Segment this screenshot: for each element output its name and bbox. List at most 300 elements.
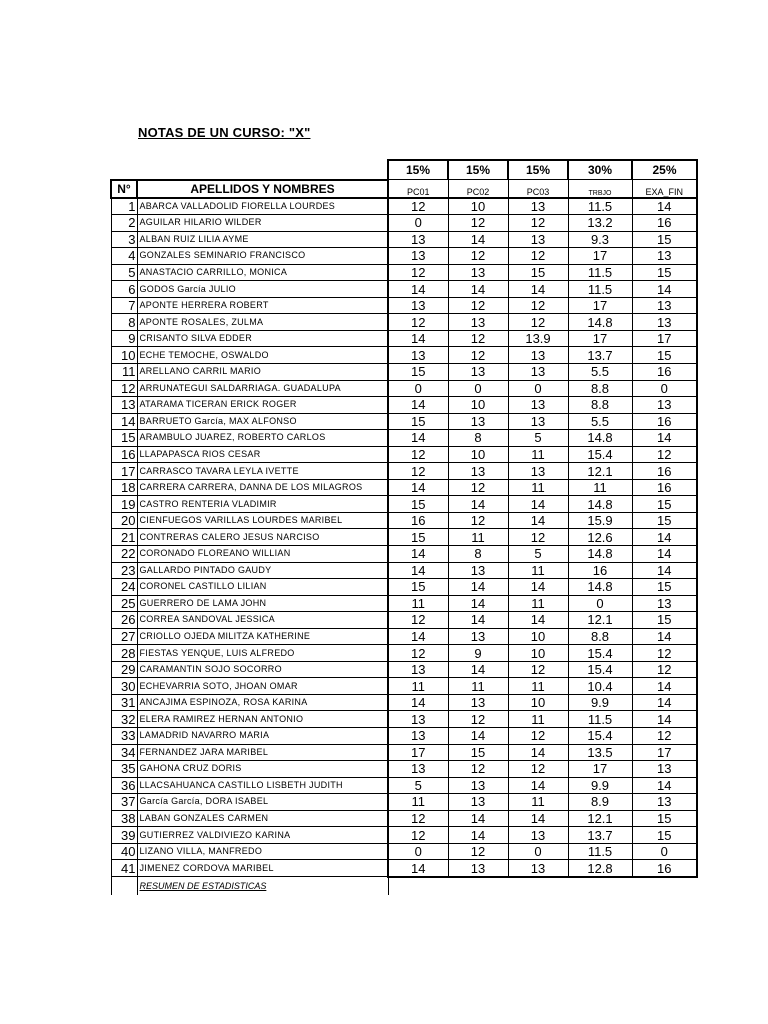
student-name: GAHONA CRUZ DORIS: [137, 761, 388, 778]
student-name: LIZANO VILLA, MANFREDO: [137, 843, 388, 860]
student-number: 23: [111, 562, 137, 579]
student-name: GALLARDO PINTADO GAUDY: [137, 562, 388, 579]
grade-pc03: 15: [508, 264, 568, 281]
student-name: ARELLANO CARRIL MARIO: [137, 363, 388, 380]
grade-pc01: 13: [388, 661, 448, 678]
student-name: ANASTACIO CARRILLO, MONICA: [137, 264, 388, 281]
grade-pc03: 13: [508, 198, 568, 215]
table-row: [111, 562, 697, 579]
grade-trbjo: 15.4: [568, 446, 632, 463]
student-number: 37: [111, 794, 137, 811]
grade-pc03: 12: [508, 314, 568, 331]
student-name: LLACSAHUANCA CASTILLO LISBETH JUDITH: [137, 777, 388, 794]
grade-exa-fin: 15: [632, 231, 697, 248]
grade-trbjo: 15.4: [568, 645, 632, 662]
student-number: 3: [111, 231, 137, 248]
student-name: ARRUNATEGUI SALDARRIAGA. GUADALUPA: [137, 380, 388, 397]
grade-trbjo: 12.6: [568, 529, 632, 546]
grade-trbjo: 11.5: [568, 264, 632, 281]
header-row: [111, 180, 697, 198]
grade-pc02: 13: [448, 628, 508, 645]
student-name: CARRERA CARRERA, DANNA DE LOS MILAGROS: [137, 479, 388, 496]
grade-pc02: 14: [448, 810, 508, 827]
grade-pc03: 11: [508, 446, 568, 463]
grade-exa-fin: 0: [632, 380, 697, 397]
student-number: 9: [111, 330, 137, 347]
student-name: ATARAMA TICERAN ERICK ROGER: [137, 397, 388, 414]
grade-pc01: 14: [388, 397, 448, 414]
student-name: ECHEVARRIA SOTO, JHOAN OMAR: [137, 678, 388, 695]
table-row: [111, 545, 697, 562]
grade-pc03: 14: [508, 612, 568, 629]
grade-pc03: 10: [508, 628, 568, 645]
table-row: [111, 612, 697, 629]
student-number: 29: [111, 661, 137, 678]
grade-pc03: 11: [508, 595, 568, 612]
grade-exa-fin: 12: [632, 728, 697, 745]
grade-pc01: 14: [388, 628, 448, 645]
grade-trbjo: 13.7: [568, 827, 632, 844]
summary-label: RESUMEN DE ESTADISTICAS: [137, 877, 388, 896]
student-name: BARRUETO García, MAX ALFONSO: [137, 413, 388, 430]
grade-exa-fin: 13: [632, 248, 697, 265]
grade-exa-fin: 13: [632, 397, 697, 414]
grade-pc03: 13: [508, 231, 568, 248]
grade-pc03: 10: [508, 694, 568, 711]
grade-trbjo: 0: [568, 595, 632, 612]
grade-pc03: 13.9: [508, 330, 568, 347]
grade-pc02: 12: [448, 843, 508, 860]
grade-pc03: 13: [508, 397, 568, 414]
grade-pc02: 11: [448, 529, 508, 546]
grade-exa-fin: 16: [632, 215, 697, 232]
student-name: CRIOLLO OJEDA MILITZA KATHERINE: [137, 628, 388, 645]
student-number: 14: [111, 413, 137, 430]
grade-exa-fin: 14: [632, 777, 697, 794]
table-row: [111, 678, 697, 695]
grade-pc01: 13: [388, 248, 448, 265]
grade-exa-fin: 15: [632, 827, 697, 844]
grade-pc03: 12: [508, 248, 568, 265]
student-name: FERNANDEZ JARA MARIBEL: [137, 744, 388, 761]
grade-pc01: 12: [388, 446, 448, 463]
grade-exa-fin: 14: [632, 711, 697, 728]
student-name: CARRASCO TAVARA LEYLA IVETTE: [137, 463, 388, 480]
grade-pc01: 11: [388, 595, 448, 612]
grade-pc01: 12: [388, 264, 448, 281]
student-name: LAMADRID NAVARRO MARIA: [137, 728, 388, 745]
grade-pc03: 12: [508, 215, 568, 232]
grade-trbjo: 8.9: [568, 794, 632, 811]
table-row: [111, 595, 697, 612]
student-number: 6: [111, 281, 137, 298]
grade-pc02: 12: [448, 248, 508, 265]
grade-pc01: 11: [388, 678, 448, 695]
grade-pc02: 12: [448, 711, 508, 728]
grade-trbjo: 9.9: [568, 777, 632, 794]
student-number: 30: [111, 678, 137, 695]
student-name: ARAMBULO JUAREZ, ROBERTO CARLOS: [137, 430, 388, 447]
grade-exa-fin: 14: [632, 529, 697, 546]
grade-pc01: 14: [388, 545, 448, 562]
grade-pc01: 15: [388, 579, 448, 596]
grade-pc03: 12: [508, 297, 568, 314]
grade-pc02: 14: [448, 579, 508, 596]
grade-pc02: 12: [448, 761, 508, 778]
table-row: [111, 711, 697, 728]
grade-trbjo: 15.4: [568, 661, 632, 678]
grade-pc01: 15: [388, 529, 448, 546]
student-number: 32: [111, 711, 137, 728]
student-number: 11: [111, 363, 137, 380]
table-row: [111, 827, 697, 844]
table-row: [111, 413, 697, 430]
grade-exa-fin: 15: [632, 810, 697, 827]
student-number: 22: [111, 545, 137, 562]
grade-pc02: 14: [448, 661, 508, 678]
grade-pc01: 13: [388, 761, 448, 778]
student-name: LLAPAPASCA RIOS CESAR: [137, 446, 388, 463]
grade-pc01: 12: [388, 810, 448, 827]
table-row: [111, 777, 697, 794]
summary-number-cell: [111, 877, 137, 896]
grade-pc01: 13: [388, 297, 448, 314]
table-row: [111, 794, 697, 811]
table-row: [111, 330, 697, 347]
grade-trbjo: 13.7: [568, 347, 632, 364]
student-number: 41: [111, 860, 137, 877]
grade-pc01: 14: [388, 694, 448, 711]
grade-exa-fin: 13: [632, 297, 697, 314]
grade-pc02: 14: [448, 612, 508, 629]
table-row: [111, 215, 697, 232]
grade-trbjo: 12.1: [568, 463, 632, 480]
code-trbjo: TRBJO: [568, 180, 632, 198]
grade-exa-fin: 14: [632, 628, 697, 645]
student-number: 7: [111, 297, 137, 314]
header-names: APELLIDOS Y NOMBRES: [137, 180, 388, 198]
grade-pc03: 14: [508, 777, 568, 794]
student-name: JIMENEZ CORDOVA MARIBEL: [137, 860, 388, 877]
grade-pc01: 14: [388, 479, 448, 496]
grade-exa-fin: 17: [632, 330, 697, 347]
grade-pc03: 13: [508, 363, 568, 380]
student-number: 16: [111, 446, 137, 463]
grade-trbjo: 12.1: [568, 612, 632, 629]
student-number: 40: [111, 843, 137, 860]
table-row: [111, 297, 697, 314]
table-row: [111, 347, 697, 364]
grade-pc02: 12: [448, 215, 508, 232]
grade-exa-fin: 14: [632, 198, 697, 215]
grade-trbjo: 17: [568, 330, 632, 347]
table-row: [111, 728, 697, 745]
grade-exa-fin: 16: [632, 363, 697, 380]
grade-exa-fin: 16: [632, 479, 697, 496]
student-number: 27: [111, 628, 137, 645]
table-row: [111, 645, 697, 662]
student-number: 24: [111, 579, 137, 596]
table-row: [111, 463, 697, 480]
student-name: ECHE TEMOCHE, OSWALDO: [137, 347, 388, 364]
grade-pc03: 12: [508, 761, 568, 778]
grade-trbjo: 17: [568, 248, 632, 265]
student-name: ANCAJIMA ESPINOZA, ROSA KARINA: [137, 694, 388, 711]
grade-pc01: 12: [388, 463, 448, 480]
header-number: N°: [111, 180, 137, 198]
student-number: 28: [111, 645, 137, 662]
grade-pc03: 11: [508, 479, 568, 496]
grade-trbjo: 8.8: [568, 397, 632, 414]
grade-pc02: 12: [448, 512, 508, 529]
grade-trbjo: 12.8: [568, 860, 632, 877]
grade-trbjo: 11.5: [568, 281, 632, 298]
table-row: [111, 744, 697, 761]
grade-pc02: 13: [448, 794, 508, 811]
grade-pc02: 8: [448, 430, 508, 447]
student-name: CORONADO FLOREANO WILLIAN: [137, 545, 388, 562]
student-number: 4: [111, 248, 137, 265]
student-number: 36: [111, 777, 137, 794]
grade-exa-fin: 14: [632, 545, 697, 562]
code-exa-fin: EXA_FIN: [632, 180, 697, 198]
grade-pc02: 14: [448, 728, 508, 745]
grade-trbjo: 14.8: [568, 579, 632, 596]
grade-trbjo: 14.8: [568, 545, 632, 562]
grade-exa-fin: 13: [632, 314, 697, 331]
grade-pc03: 5: [508, 430, 568, 447]
weights-row: [111, 160, 697, 180]
student-name: GUTIERREZ VALDIVIEZO KARINA: [137, 827, 388, 844]
grade-pc03: 12: [508, 661, 568, 678]
student-number: 19: [111, 496, 137, 513]
grade-pc01: 12: [388, 645, 448, 662]
grade-trbjo: 14.8: [568, 430, 632, 447]
student-name: GUERRERO DE LAMA JOHN: [137, 595, 388, 612]
grade-exa-fin: 15: [632, 612, 697, 629]
table-row: [111, 843, 697, 860]
grade-pc03: 11: [508, 562, 568, 579]
grade-trbjo: 15.4: [568, 728, 632, 745]
table-row: [111, 430, 697, 447]
grade-trbjo: 9.9: [568, 694, 632, 711]
table-row: [111, 694, 697, 711]
grade-pc02: 10: [448, 446, 508, 463]
grade-pc02: 0: [448, 380, 508, 397]
grade-trbjo: 11.5: [568, 198, 632, 215]
grade-exa-fin: 14: [632, 430, 697, 447]
table-row: [111, 661, 697, 678]
student-number: 34: [111, 744, 137, 761]
grade-pc01: 13: [388, 711, 448, 728]
grade-pc01: 16: [388, 512, 448, 529]
grade-pc01: 14: [388, 281, 448, 298]
grade-pc03: 13: [508, 347, 568, 364]
grade-trbjo: 15.9: [568, 512, 632, 529]
grade-pc02: 11: [448, 678, 508, 695]
table-row: [111, 512, 697, 529]
table-row: [111, 479, 697, 496]
grade-pc03: 14: [508, 512, 568, 529]
student-name: GODOS García JULIO: [137, 281, 388, 298]
table-row: [111, 314, 697, 331]
grade-pc01: 14: [388, 430, 448, 447]
grade-exa-fin: 16: [632, 463, 697, 480]
grade-exa-fin: 16: [632, 860, 697, 877]
student-name: CRISANTO SILVA EDDER: [137, 330, 388, 347]
table-row: [111, 248, 697, 265]
grade-pc01: 0: [388, 843, 448, 860]
grade-exa-fin: 14: [632, 562, 697, 579]
table-row: [111, 529, 697, 546]
grade-pc03: 14: [508, 281, 568, 298]
grade-trbjo: 10.4: [568, 678, 632, 695]
grade-pc01: 14: [388, 330, 448, 347]
grade-pc03: 11: [508, 678, 568, 695]
grade-exa-fin: 13: [632, 761, 697, 778]
student-number: 21: [111, 529, 137, 546]
grade-exa-fin: 12: [632, 446, 697, 463]
grade-pc02: 13: [448, 264, 508, 281]
weight-trbjo: 30%: [568, 160, 632, 180]
student-name: AGUILAR HILARIO WILDER: [137, 215, 388, 232]
grade-pc02: 13: [448, 562, 508, 579]
grade-pc01: 13: [388, 728, 448, 745]
table-row: [111, 761, 697, 778]
code-pc01: PC01: [388, 180, 448, 198]
student-number: 39: [111, 827, 137, 844]
grade-trbjo: 5.5: [568, 363, 632, 380]
grade-exa-fin: 15: [632, 264, 697, 281]
student-name: FIESTAS YENQUE, LUIS ALFREDO: [137, 645, 388, 662]
grade-exa-fin: 16: [632, 413, 697, 430]
grade-pc03: 14: [508, 496, 568, 513]
grade-pc01: 17: [388, 744, 448, 761]
grade-trbjo: 8.8: [568, 380, 632, 397]
grade-pc03: 10: [508, 645, 568, 662]
student-name: CORREA SANDOVAL JESSICA: [137, 612, 388, 629]
grade-trbjo: 12.1: [568, 810, 632, 827]
student-name: ABARCA VALLADOLID FIORELLA LOURDES: [137, 198, 388, 215]
table-row: [111, 860, 697, 877]
student-name: LABAN GONZALES CARMEN: [137, 810, 388, 827]
grade-pc02: 13: [448, 413, 508, 430]
grade-pc02: 12: [448, 479, 508, 496]
grade-pc01: 12: [388, 198, 448, 215]
table-row: [111, 446, 697, 463]
grade-pc03: 13: [508, 860, 568, 877]
grade-pc01: 5: [388, 777, 448, 794]
student-name: García García, DORA ISABEL: [137, 794, 388, 811]
grade-pc02: 14: [448, 496, 508, 513]
grade-pc03: 0: [508, 843, 568, 860]
student-number: 18: [111, 479, 137, 496]
table-row: [111, 198, 697, 215]
grade-trbjo: 13.2: [568, 215, 632, 232]
grade-pc02: 13: [448, 694, 508, 711]
grades-table: [110, 159, 698, 895]
grade-pc01: 0: [388, 215, 448, 232]
grade-exa-fin: 17: [632, 744, 697, 761]
weight-pc02: 15%: [448, 160, 508, 180]
grade-pc01: 15: [388, 363, 448, 380]
student-number: 20: [111, 512, 137, 529]
grade-trbjo: 14.8: [568, 314, 632, 331]
grade-pc02: 12: [448, 330, 508, 347]
weight-pc01: 15%: [388, 160, 448, 180]
grade-pc02: 12: [448, 297, 508, 314]
grade-pc01: 12: [388, 827, 448, 844]
table-row: [111, 496, 697, 513]
student-number: 13: [111, 397, 137, 414]
table-row: [111, 579, 697, 596]
grade-pc03: 5: [508, 545, 568, 562]
grade-pc02: 13: [448, 860, 508, 877]
grade-trbjo: 16: [568, 562, 632, 579]
grade-pc02: 10: [448, 198, 508, 215]
grade-pc02: 8: [448, 545, 508, 562]
grade-pc03: 11: [508, 711, 568, 728]
grade-trbjo: 8.8: [568, 628, 632, 645]
grade-exa-fin: 14: [632, 678, 697, 695]
student-name: CARAMANTIN SOJO SOCORRO: [137, 661, 388, 678]
grade-pc02: 14: [448, 827, 508, 844]
student-number: 15: [111, 430, 137, 447]
student-number: 26: [111, 612, 137, 629]
grade-exa-fin: 12: [632, 645, 697, 662]
grade-pc01: 13: [388, 347, 448, 364]
code-pc02: PC02: [448, 180, 508, 198]
student-number: 12: [111, 380, 137, 397]
weight-pc03: 15%: [508, 160, 568, 180]
grade-exa-fin: 15: [632, 512, 697, 529]
student-number: 25: [111, 595, 137, 612]
grade-pc01: 15: [388, 413, 448, 430]
grade-exa-fin: 15: [632, 496, 697, 513]
student-name: ELERA RAMIREZ HERNAN ANTONIO: [137, 711, 388, 728]
grade-pc01: 14: [388, 860, 448, 877]
grade-pc01: 13: [388, 231, 448, 248]
grade-pc03: 13: [508, 463, 568, 480]
summary-row: [111, 877, 697, 896]
grade-trbjo: 14.8: [568, 496, 632, 513]
student-number: 35: [111, 761, 137, 778]
weight-exa-fin: 25%: [632, 160, 697, 180]
grade-trbjo: 17: [568, 761, 632, 778]
grade-pc02: 13: [448, 314, 508, 331]
grade-trbjo: 9.3: [568, 231, 632, 248]
grade-exa-fin: 0: [632, 843, 697, 860]
grade-pc03: 12: [508, 529, 568, 546]
student-name: CONTRERAS CALERO JESUS NARCISO: [137, 529, 388, 546]
grade-pc02: 13: [448, 363, 508, 380]
student-name: CORONEL CASTILLO LILIAN: [137, 579, 388, 596]
table-row: [111, 281, 697, 298]
table-row: [111, 363, 697, 380]
student-number: 5: [111, 264, 137, 281]
grade-exa-fin: 13: [632, 595, 697, 612]
student-number: 38: [111, 810, 137, 827]
grade-pc01: 12: [388, 314, 448, 331]
grade-pc03: 14: [508, 744, 568, 761]
student-number: 8: [111, 314, 137, 331]
sheet-title: NOTAS DE UN CURSO: "X": [138, 125, 311, 140]
grade-exa-fin: 15: [632, 579, 697, 596]
table-row: [111, 810, 697, 827]
student-name: ALBAN RUIZ LILIA AYME: [137, 231, 388, 248]
student-name: CIENFUEGOS VARILLAS LOURDES MARIBEL: [137, 512, 388, 529]
grade-pc02: 14: [448, 595, 508, 612]
